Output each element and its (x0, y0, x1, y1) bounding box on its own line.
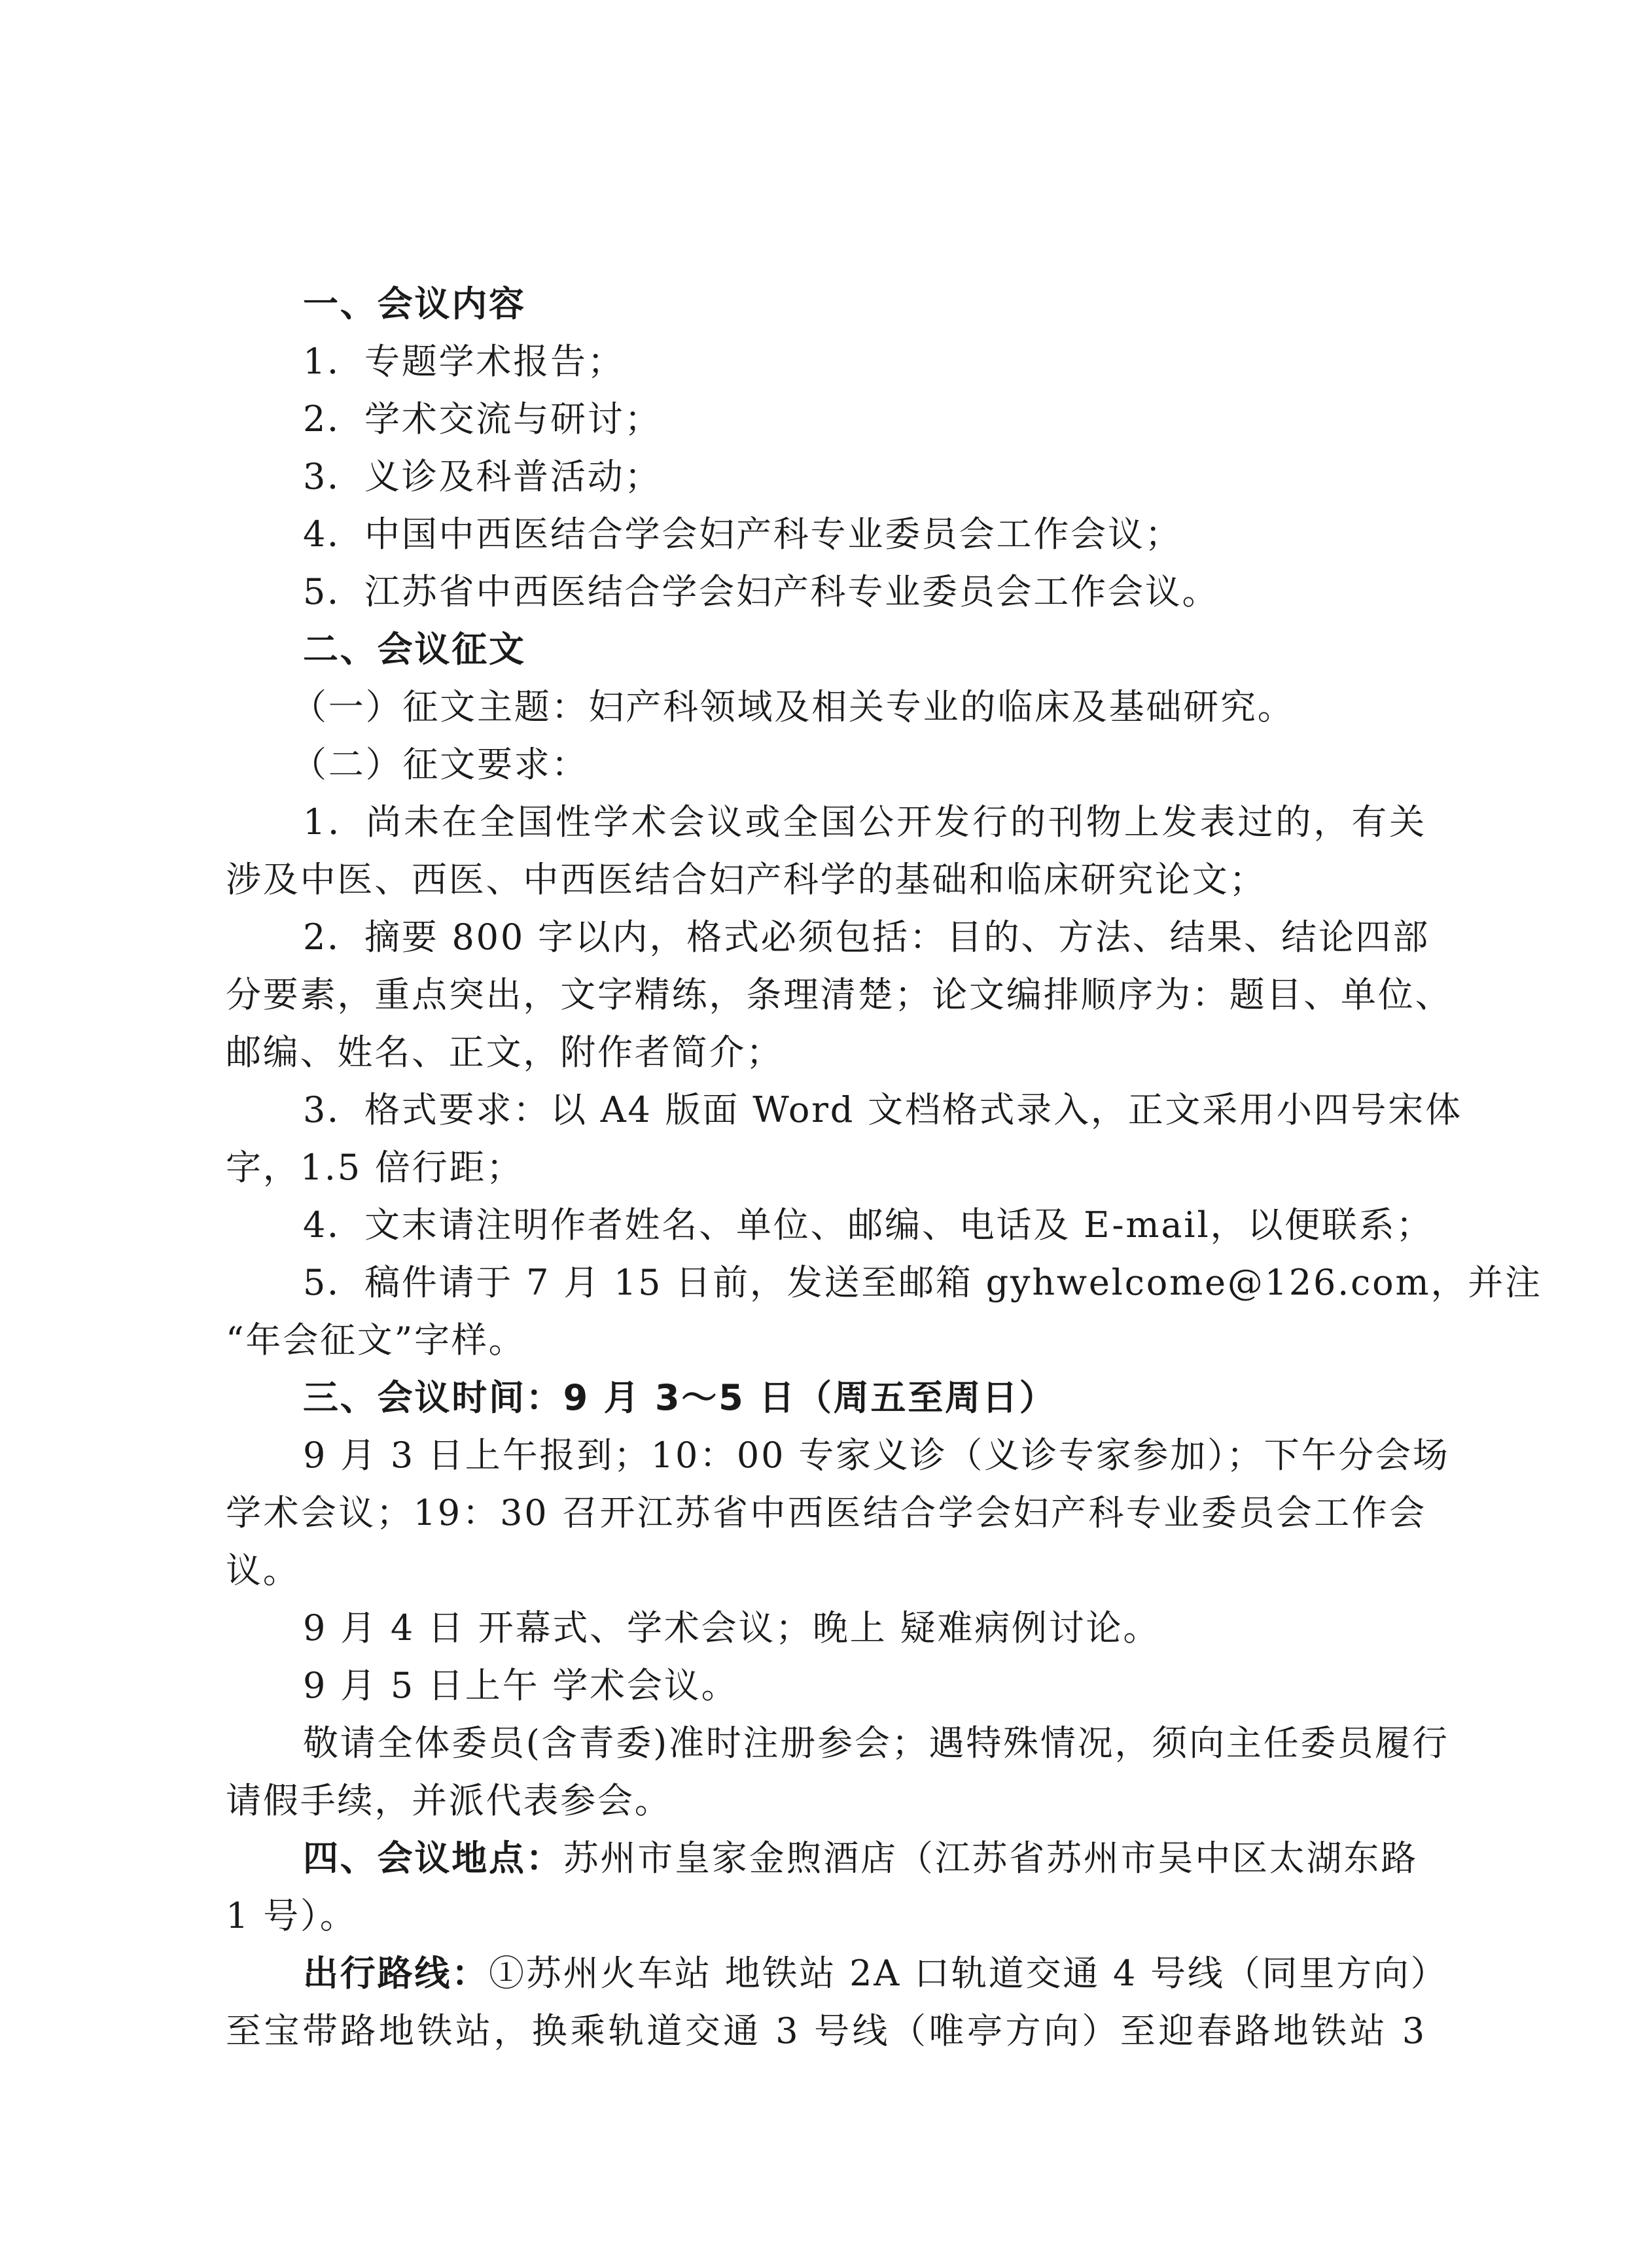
venue-line (226, 1830, 1426, 1887)
paragraph-line: 邮编、姓名、正文，附作者简介； (226, 1032, 783, 1073)
paragraph-line: 学术会议；19：30 召开江苏省中西医结合学会妇产科专业委员会工作会 (226, 1492, 1426, 1533)
paragraph-line: 敬请全体委员(含青委)准时注册参会；遇特殊情况，须向主任委员履行 (303, 1722, 1449, 1764)
route-label: 出行路线： (303, 1953, 489, 1994)
list-item: 3．义诊及科普活动； (303, 456, 662, 497)
list-item: 5．江苏省中西医结合学会妇产科专业委员会工作会议。 (303, 571, 1220, 612)
paragraph-line: 字，1.5 倍行距； (226, 1147, 524, 1188)
paragraph-line: 9 月 3 日上午报到；10：00 专家义诊（义诊专家参加）；下午分会场 (303, 1435, 1450, 1476)
document-body (226, 275, 1542, 2060)
paragraph-line: 2．摘要 800 字以内，格式必须包括：目的、方法、结果、结论四部 (303, 916, 1430, 958)
paragraph-line: 4．文末请注明作者姓名、单位、邮编、电话及 E-mail，以便联系； (303, 1204, 1434, 1246)
paragraph-line: 5．稿件请于 7 月 15 日前，发送至邮箱 gyhwelcome@126.com，并注 (303, 1262, 1542, 1303)
paragraph-line: 涉及中医、西医、中西医结合妇产科学的基础和临床研究论文； (226, 859, 1267, 900)
paragraph-line: 请假手续，并派代表参会。 (226, 1780, 672, 1821)
list-item: 1．专题学术报告； (303, 341, 625, 382)
venue-label: 四、会议地点： (303, 1838, 563, 1879)
paragraph-line: 1 号）。 (226, 1895, 357, 1936)
paragraph-line: （二）征文要求： (291, 744, 589, 785)
list-item: 2．学术交流与研讨； (303, 398, 662, 440)
paragraph-line: 议。 (226, 1550, 300, 1591)
route-line (226, 1945, 1448, 2002)
section-heading-2: 二、会议征文 (303, 629, 526, 670)
section-heading-1: 一、会议内容 (303, 283, 526, 324)
section-heading-3: 三、会议时间：9 月 3～5 日（周五至周日） (303, 1377, 1057, 1418)
route-text: ①苏州火车站 地铁站 2A 口轨道交通 4 号线（同里方向） (489, 1953, 1448, 1994)
venue-text: 苏州市皇家金煦酒店（江苏省苏州市吴中区太湖东路 (563, 1838, 1419, 1879)
paragraph-line: “年会征文”字样。 (226, 1319, 526, 1361)
paragraph-line: 9 月 4 日 开幕式、学术会议；晚上 疑难病例讨论。 (303, 1607, 1161, 1649)
paragraph-line: 3．格式要求：以 A4 版面 Word 文档格式录入，正文采用小四号宋体 (303, 1089, 1462, 1130)
paragraph-line: 9 月 5 日上午 学术会议。 (303, 1665, 739, 1706)
paragraph-line: 分要素，重点突出，文字精练，条理清楚；论文编排顺序为：题目、单位、 (226, 974, 1453, 1015)
paragraph-line: （一）征文主题：妇产科领域及相关专业的临床及基础研究。 (291, 686, 1295, 727)
paragraph-line: 至宝带路地铁站，换乘轨道交通 3 号线（唯亭方向）至迎春路地铁站 3 (226, 2010, 1426, 2051)
paragraph-line: 1．尚未在全国性学术会议或全国公开发行的刊物上发表过的，有关 (303, 801, 1426, 843)
list-item: 4．中国中西医结合学会妇产科专业委员会工作会议； (303, 514, 1182, 555)
